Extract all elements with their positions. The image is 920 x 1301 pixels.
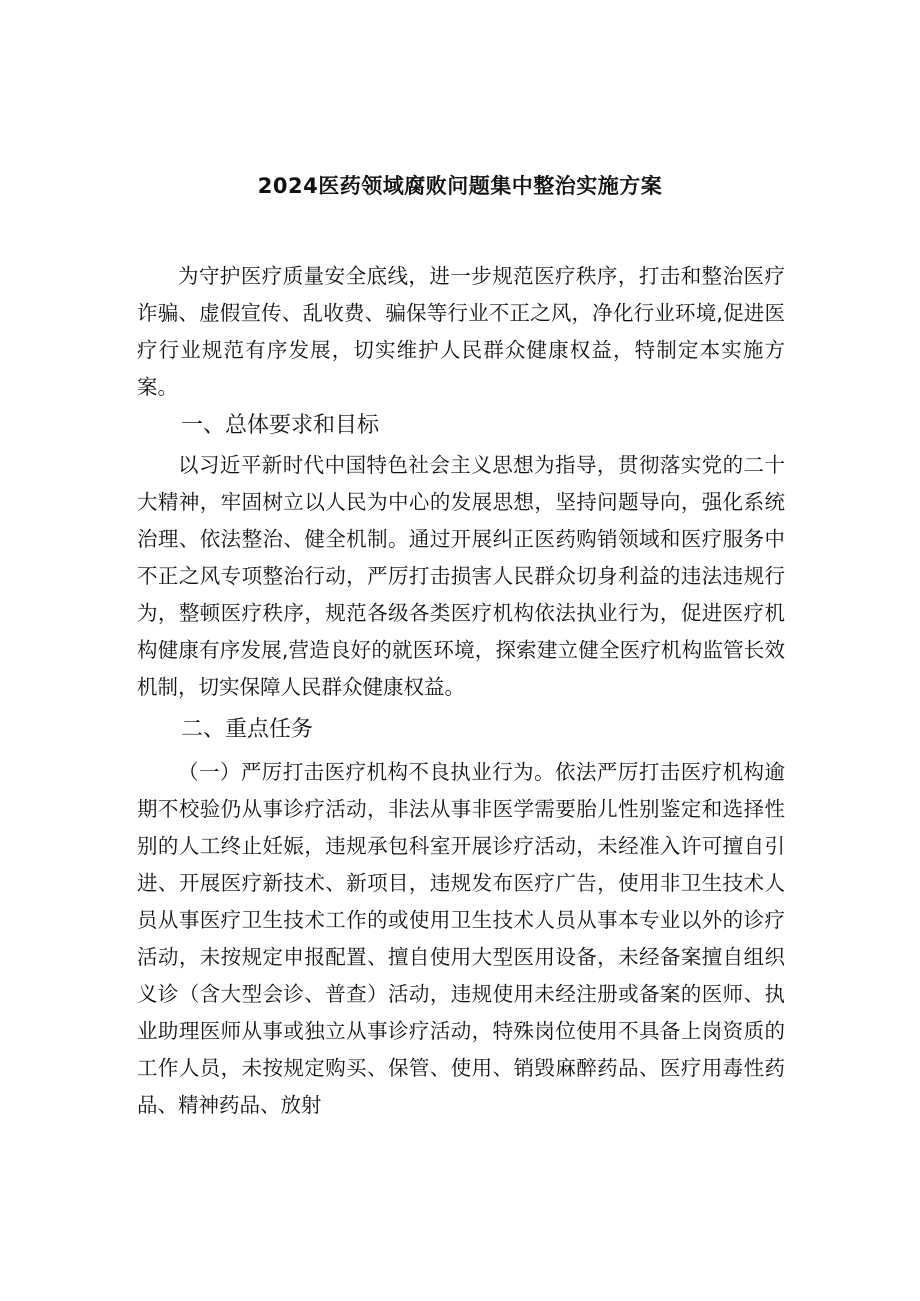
section-2-item-1-paragraph: （一）严厉打击医疗机构不良执业行为。依法严厉打击医疗机构逾期不校验仍从事诊疗活动，非法从事非医学需要胎儿性别鉴定和选择性别的人工终止妊娠，违规承包科室开展诊疗活动，未经准入许可擅自引进、开展医疗新技术、新项目，违规发布医疗广告，使用非卫生技术人员从事医疗卫生技术工作的或使用卫生技术人员从事本专业以外的诊疗活动，未按规定申报配置、擅自使用大型医用设备，未经备案擅自组织义诊（含大型会诊、普查）活动，违规使用未经注册或备案的医师、执业助理医师从事或独立从事诊疗活动，特殊岗位使用不具备上岗资质的工作人员，未按规定购买、保管、使用、销毁麻醉药品、医疗用毒性药品、精神药品、放射 <box>137 760 785 1117</box>
section-1-heading: 一、总体要求和目标 <box>181 413 380 438</box>
intro-paragraph: 为守护医疗质量安全底线，进一步规范医疗秩序，打击和整治医疗诈骗、虚假宣传、乱收费、骗保等行业不正之风，净化行业环境,促进医疗行业规范有序发展，切实维护人民群众健康权益，特制定本实施方案。 <box>137 264 785 399</box>
document-body <box>137 258 785 1124</box>
section-2-heading: 二、重点任务 <box>181 717 314 742</box>
document-title: 2024医药领域腐败问题集中整治实施方案 <box>257 174 663 198</box>
section-1-paragraph: 以习近平新时代中国特色社会主义思想为指导，贯彻落实党的二十大精神，牢固树立以人民为中心的发展思想，坚持问题导向，强化系统治理、依法整治、健全机制。通过开展纠正医药购销领域和医疗服务中不正之风专项整治行动，严厉打击损害人民群众切身利益的违法违规行为，整顿医疗秩序，规范各级各类医疗机构依法执业行为，促进医疗机构健康有序发展,营造良好的就医环境，探索建立健全医疗机构监管长效机制，切实保障人民群众健康权益。 <box>137 453 785 699</box>
